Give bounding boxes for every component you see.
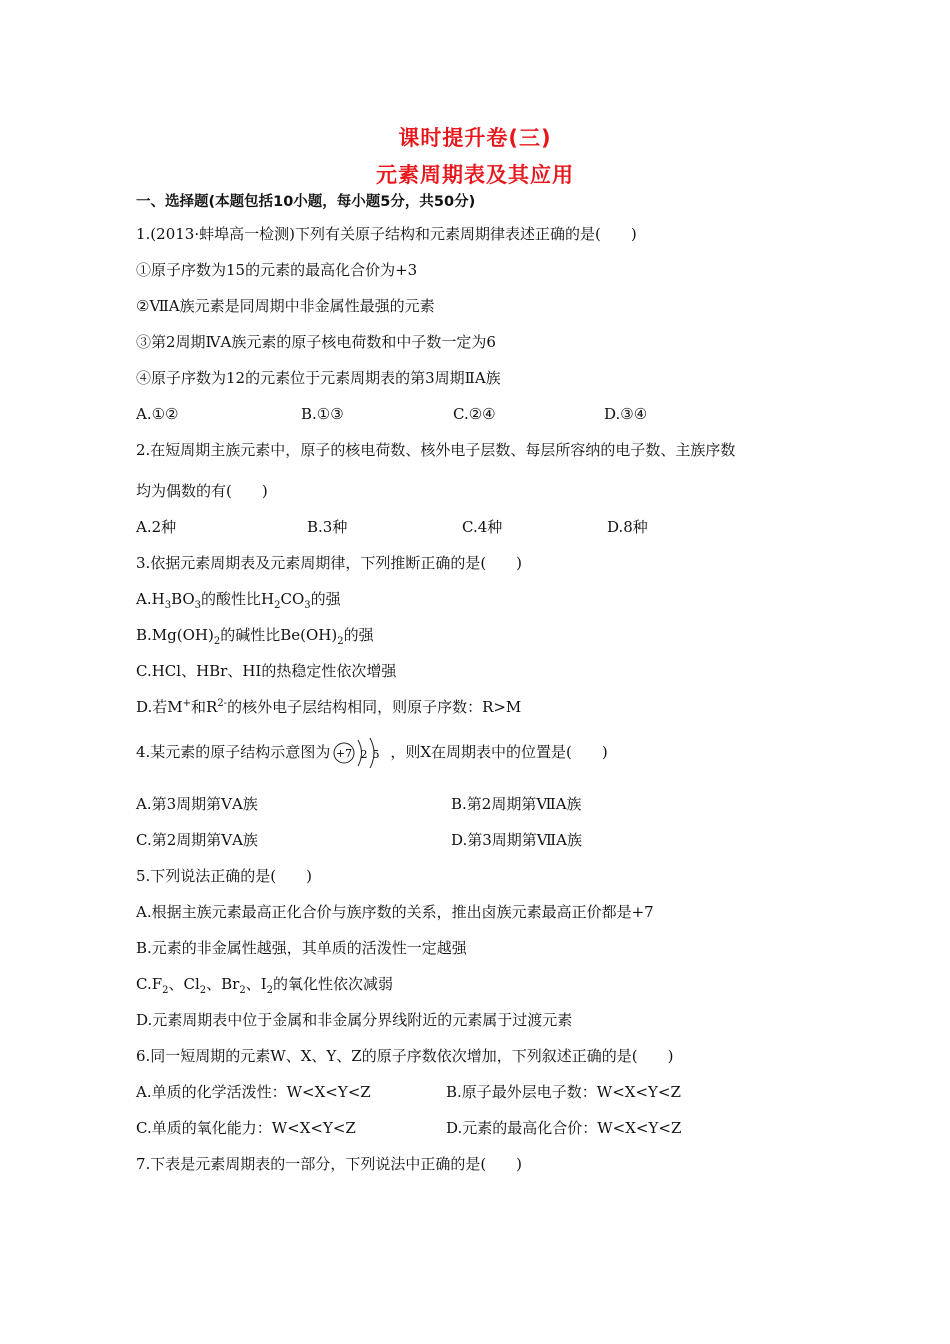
question-3-stem: 3.依据元素周期表及元素周期律，下列推断正确的是( ): [136, 554, 523, 572]
question-1-statement-2: ②ⅦA族元素是同周期中非金属性最强的元素: [136, 297, 435, 315]
question-1-statement-3: ③第2周期ⅣA族元素的原子核电荷数和中子数一定为6: [136, 333, 496, 351]
question-1-statement-1: ①原子序数为15的元素的最高化合价为+3: [136, 261, 418, 279]
question-1-option-c: C.②④: [453, 405, 496, 423]
question-1-option-a: A.①②: [136, 405, 179, 423]
question-4-option-d: D.第3周期第ⅦA族: [451, 831, 582, 849]
question-5-stem: 5.下列说法正确的是( ): [136, 867, 313, 885]
question-3-option-c: C.HCl、HBr、HI的热稳定性依次增强: [136, 662, 397, 680]
question-1-option-d: D.③④: [604, 405, 648, 423]
question-1-option-b: B.①③: [301, 405, 344, 423]
question-4-option-a: A.第3周期第ⅤA族: [136, 795, 258, 813]
atom-nucleus-label: +7: [336, 747, 353, 760]
question-2-option-b: B.3种: [307, 518, 348, 536]
question-3-option-d: D.若M+和$R^{2-}$的核外电子层结构相同，则原子序数：R>M: [136, 698, 522, 716]
question-5-option-a: A.根据主族元素最高正化合价与族序数的关系，推出卤族元素最高正价都是+7: [136, 903, 654, 921]
question-5-option-d: D.元素周期表中位于金属和非金属分界线附近的元素属于过渡元素: [136, 1011, 573, 1029]
question-4-option-b: B.第2周期第ⅦA族: [451, 795, 582, 813]
atom-shell-1-label: 2: [360, 748, 368, 761]
question-1-statement-4: ④原子序数为12的元素位于元素周期表的第3周期ⅡA族: [136, 369, 501, 387]
page-subtitle: 元素周期表及其应用: [376, 163, 574, 187]
question-2-option-d: D.8种: [607, 518, 648, 536]
page-title: 课时提升卷(三): [398, 126, 552, 150]
question-3-option-a: $A.H_3BO_3$的酸性比$H_2CO_3$的强: [136, 590, 341, 611]
question-5-option-b: B.元素的非金属性越强，其单质的活泼性一定越强: [136, 939, 467, 957]
question-6-option-c: C.单质的氧化能力：W<X<Y<Z: [136, 1119, 356, 1137]
question-2-option-a: A.2种: [136, 518, 177, 536]
question-3-option-b: $B.Mg(OH)_2$的碱性比$Be(OH)_2$的强: [136, 626, 374, 647]
question-2-stem-line-1: 2.在短周期主族元素中，原子的核电荷数、核外电子层数、每层所容纳的电子数、主族序数: [136, 441, 736, 459]
question-1-stem: 1.(2013·蚌埠高一检测)下列有关原子结构和元素周期律表述正确的是( ): [136, 225, 637, 243]
question-7-stem: 7.下表是元素周期表的一部分，下列说法中正确的是( ): [136, 1155, 523, 1173]
question-2-option-c: C.4种: [462, 518, 503, 536]
question-2-stem-line-2: 均为偶数的有( ): [136, 482, 268, 500]
question-4-option-c: C.第2周期第ⅤA族: [136, 831, 258, 849]
atom-shell-2-label: 5: [372, 748, 380, 761]
question-5-option-c: $C.F_2$、$Cl_2$、$Br_2$、$I_2$的氧化性依次减弱: [136, 975, 394, 996]
question-6-option-b: B.原子最外层电子数：W<X<Y<Z: [446, 1083, 681, 1101]
question-6-option-a: A.单质的化学活泼性：W<X<Y<Z: [136, 1083, 371, 1101]
question-6-stem: 6.同一短周期的元素W、X、Y、Z的原子序数依次增加，下列叙述正确的是( ): [136, 1047, 674, 1065]
atom-structure-diagram: [332, 735, 388, 771]
section-heading: 一、选择题(本题包括10小题，每小题5分，共50分): [136, 194, 476, 210]
question-6-option-d: D.元素的最高化合价：W<X<Y<Z: [446, 1119, 682, 1137]
question-4-stem: 4.某元素的原子结构示意图为 +7 2 5 ，则X在周期表中的位置是( ): [136, 734, 608, 771]
